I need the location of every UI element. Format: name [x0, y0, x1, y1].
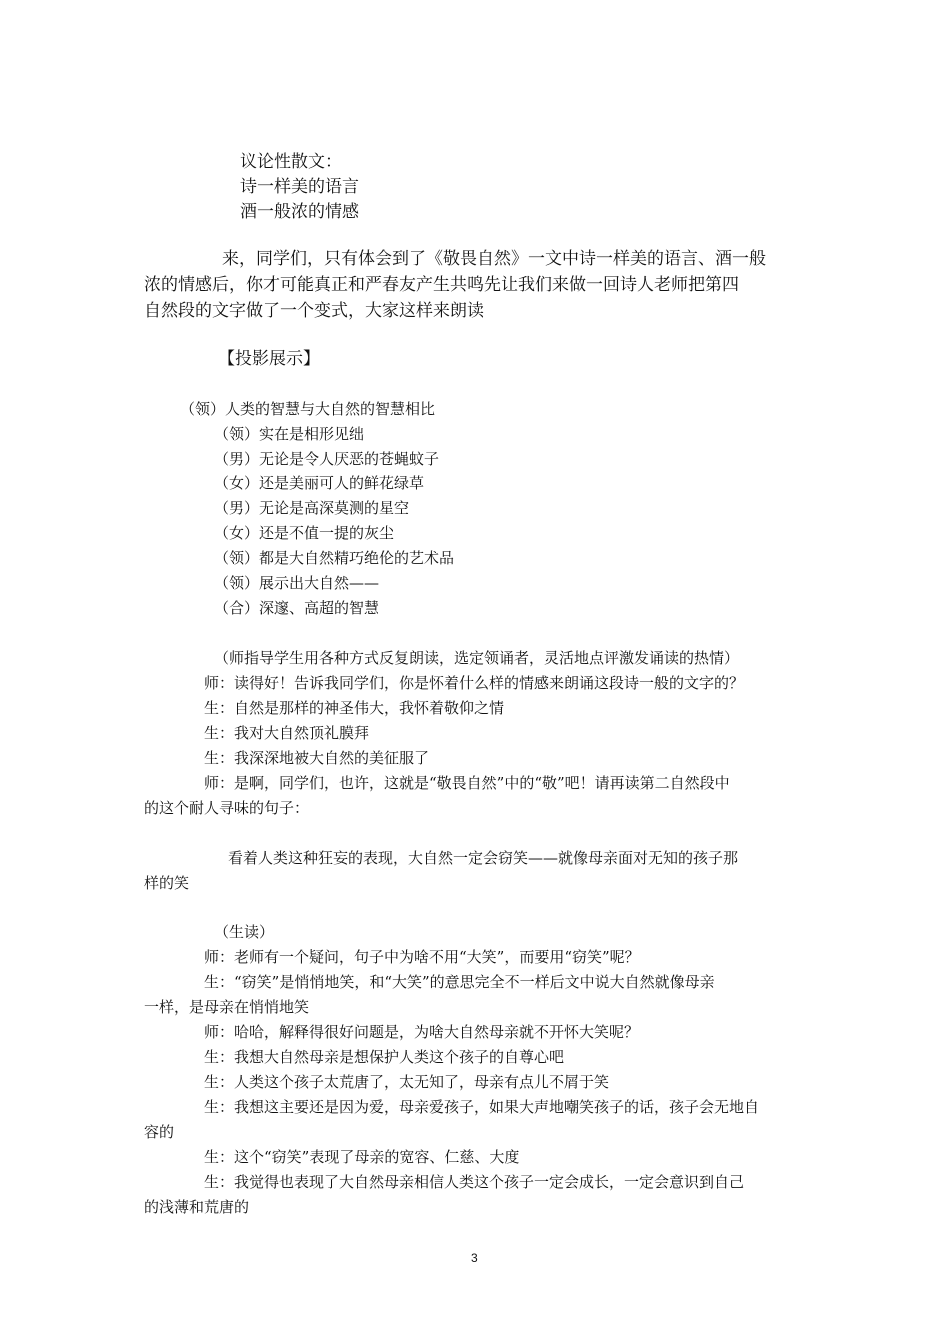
poem-line: （男）无论是令人厌恶的苍蝇蚊子	[214, 450, 440, 468]
dialogue-line: （师指导学生用各种方式反复朗读，选定领诵者，灵活地点评激发诵读的热情）	[214, 649, 740, 667]
quote-line-2: 样的笑	[144, 874, 190, 892]
dialogue-line: 生：这个“窃笑”表现了母亲的宽容、仁慈、大度	[204, 1148, 520, 1166]
dialogue-line: 师：老师有一个疑问，句子中为啥不用“大笑”，而要用“窃笑”呢？	[204, 948, 640, 966]
intro-line-2: 浓的情感后，你才可能真正和严春友产生共鸣先让我们来做一回诗人老师把第四	[144, 275, 739, 295]
dialogue-line: 的这个耐人寻味的句子：	[144, 799, 310, 817]
dialogue-line: 生：我深深地被大自然的美征服了	[204, 749, 430, 767]
intro-line-1: 来，同学们，只有体会到了《敬畏自然》一文中诗一样美的语言、酒一般	[222, 249, 766, 269]
dialogue-line: 一样，是母亲在悄悄地笑	[144, 998, 310, 1016]
heading-line-2: 诗一样美的语言	[240, 177, 359, 197]
dialogue-line: 生：我对大自然顶礼膜拜	[204, 724, 370, 742]
dialogue-line: 师：读得好！告诉我同学们，你是怀着什么样的情感来朗诵这段诗一般的文字的？	[204, 674, 745, 692]
dialogue-line: 生：“窃笑”是悄悄地笑，和“大笑”的意思完全不一样后文中说大自然就像母亲	[204, 973, 715, 991]
poem-line: （领）实在是相形见绌	[214, 425, 365, 443]
poem-line: （女）还是美丽可人的鲜花绿草	[214, 474, 425, 492]
dialogue-line: 生：自然是那样的神圣伟大，我怀着敬仰之情	[204, 699, 505, 717]
dialogue-line: 师：是啊，同学们，也许，这就是“敬畏自然”中的“敬”吧！请再读第二自然段中	[204, 774, 730, 792]
dialogue-line: （生读）	[214, 923, 275, 941]
heading-line-1: 议论性散文：	[240, 152, 342, 172]
poem-line: （女）还是不值一提的灰尘	[214, 524, 395, 542]
projection-title: 【投影展示】	[218, 349, 320, 369]
quote-line-1: 看着人类这种狂妄的表现，大自然一定会窃笑——就像母亲面对无知的孩子那	[228, 849, 739, 867]
poem-line: （合）深邃、高超的智慧	[214, 599, 380, 617]
dialogue-line: 生：我觉得也表现了大自然母亲相信人类这个孩子一定会成长，一定会意识到自己	[204, 1173, 745, 1191]
heading-line-3: 酒一般浓的情感	[240, 202, 359, 222]
dialogue-line: 生：人类这个孩子太荒唐了，太无知了，母亲有点儿不屑于笑	[204, 1073, 610, 1091]
dialogue-line: 生：我想这主要还是因为爱，母亲爱孩子，如果大声地嘲笑孩子的话，孩子会无地自	[204, 1098, 760, 1116]
dialogue-line: 的浅薄和荒唐的	[144, 1198, 250, 1216]
dialogue-line: 师：哈哈，解释得很好问题是，为啥大自然母亲就不开怀大笑呢？	[204, 1023, 640, 1041]
poem-line: （领）都是大自然精巧绝伦的艺术品	[214, 549, 455, 567]
poem-line: （领）人类的智慧与大自然的智慧相比	[180, 400, 436, 418]
dialogue-line: 容的	[144, 1123, 175, 1141]
poem-line: （男）无论是高深莫测的星空	[214, 499, 410, 517]
intro-line-3: 自然段的文字做了一个变式，大家这样来朗读	[144, 301, 484, 321]
dialogue-line: 生：我想大自然母亲是想保护人类这个孩子的自尊心吧	[204, 1048, 565, 1066]
poem-line: （领）展示出大自然——	[214, 574, 380, 592]
page-number: 3	[471, 1251, 478, 1265]
